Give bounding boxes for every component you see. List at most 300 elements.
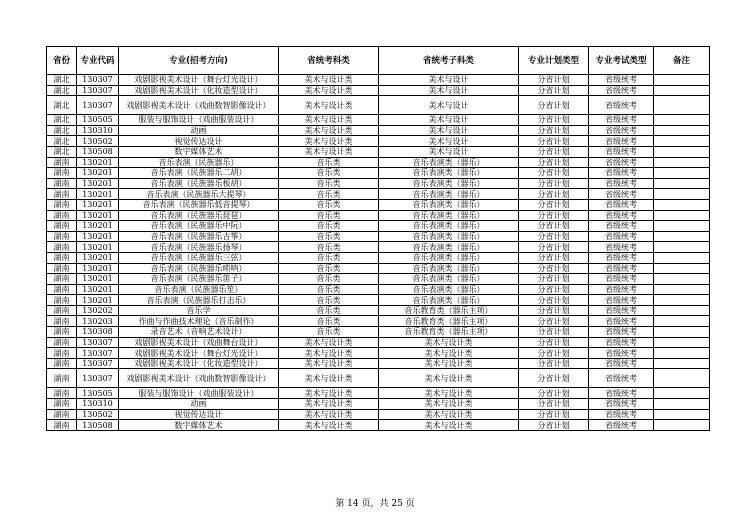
exam-type-cell: 省级统考 bbox=[589, 199, 654, 210]
code-cell: 130505 bbox=[77, 388, 119, 399]
province-cell: 湖南 bbox=[47, 210, 77, 221]
province-cell: 湖南 bbox=[47, 242, 77, 253]
major-cell: 戏剧影视美术设计（化妆造型设计） bbox=[119, 358, 279, 369]
code-cell: 130203 bbox=[77, 316, 119, 327]
exam-type-cell: 省级统考 bbox=[589, 316, 654, 327]
exam-type-cell: 省级统考 bbox=[589, 115, 654, 126]
category-cell: 音乐类 bbox=[279, 263, 379, 274]
plan-type-cell: 分省计划 bbox=[519, 274, 589, 285]
province-cell: 湖南 bbox=[47, 305, 77, 316]
plan-type-cell: 分省计划 bbox=[519, 305, 589, 316]
province-cell: 湖南 bbox=[47, 284, 77, 295]
major-cell: 音乐表演（民族器乐低音提琴） bbox=[119, 199, 279, 210]
remarks-cell bbox=[654, 189, 710, 200]
subcategory-cell: 音乐表演类（器乐） bbox=[379, 199, 519, 210]
table-row bbox=[47, 125, 710, 136]
plan-type-cell: 分省计划 bbox=[519, 157, 589, 168]
code-cell: 130201 bbox=[77, 210, 119, 221]
plan-type-cell: 分省计划 bbox=[519, 210, 589, 221]
category-cell: 美术与设计类 bbox=[279, 96, 379, 115]
plan-type-cell: 分省计划 bbox=[519, 295, 589, 306]
exam-type-cell: 省级统考 bbox=[589, 305, 654, 316]
remarks-cell bbox=[654, 263, 710, 274]
province-cell: 湖南 bbox=[47, 337, 77, 348]
remarks-cell bbox=[654, 85, 710, 96]
subcategory-cell: 音乐表演类（器乐） bbox=[379, 168, 519, 179]
province-cell: 湖南 bbox=[47, 348, 77, 359]
category-cell: 美术与设计类 bbox=[279, 348, 379, 359]
remarks-cell bbox=[654, 316, 710, 327]
code-cell: 130307 bbox=[77, 96, 119, 115]
remarks-cell bbox=[654, 409, 710, 420]
col-header-remarks: 备注 bbox=[654, 47, 710, 75]
table-row bbox=[47, 75, 710, 86]
remarks-cell bbox=[654, 115, 710, 126]
plan-type-cell: 分省计划 bbox=[519, 409, 589, 420]
province-cell: 湖南 bbox=[47, 189, 77, 200]
province-cell: 湖南 bbox=[47, 420, 77, 431]
category-cell: 音乐类 bbox=[279, 199, 379, 210]
code-cell: 130201 bbox=[77, 284, 119, 295]
major-cell: 音乐表演（民族器乐打击乐） bbox=[119, 295, 279, 306]
admissions-plan-table bbox=[46, 46, 710, 431]
remarks-cell bbox=[654, 157, 710, 168]
exam-type-cell: 省级统考 bbox=[589, 221, 654, 232]
exam-type-cell: 省级统考 bbox=[589, 136, 654, 147]
major-cell: 戏剧影视美术设计（戏曲数智影像设计） bbox=[119, 96, 279, 115]
province-cell: 湖北 bbox=[47, 125, 77, 136]
remarks-cell bbox=[654, 242, 710, 253]
category-cell: 美术与设计类 bbox=[279, 409, 379, 420]
plan-type-cell: 分省计划 bbox=[519, 178, 589, 189]
code-cell: 130201 bbox=[77, 252, 119, 263]
plan-type-cell: 分省计划 bbox=[519, 189, 589, 200]
major-cell: 数字媒体艺术 bbox=[119, 420, 279, 431]
plan-type-cell: 分省计划 bbox=[519, 358, 589, 369]
table-row bbox=[47, 348, 710, 359]
remarks-cell bbox=[654, 399, 710, 410]
remarks-cell bbox=[654, 252, 710, 263]
remarks-cell bbox=[654, 210, 710, 221]
category-cell: 音乐类 bbox=[279, 274, 379, 285]
major-cell: 戏剧影视美术设计（舞台灯光设计） bbox=[119, 75, 279, 86]
code-cell: 130201 bbox=[77, 221, 119, 232]
table-row bbox=[47, 358, 710, 369]
subcategory-cell: 美术与设计类 bbox=[379, 409, 519, 420]
exam-type-cell: 省级统考 bbox=[589, 337, 654, 348]
exam-type-cell: 省级统考 bbox=[589, 388, 654, 399]
major-cell: 服装与服饰设计（戏曲服装设计） bbox=[119, 115, 279, 126]
category-cell: 美术与设计类 bbox=[279, 399, 379, 410]
plan-type-cell: 分省计划 bbox=[519, 96, 589, 115]
province-cell: 湖南 bbox=[47, 327, 77, 338]
exam-type-cell: 省级统考 bbox=[589, 369, 654, 388]
category-cell: 美术与设计类 bbox=[279, 358, 379, 369]
province-cell: 湖北 bbox=[47, 85, 77, 96]
subcategory-cell: 音乐教育类（器乐主项） bbox=[379, 327, 519, 338]
code-cell: 130502 bbox=[77, 409, 119, 420]
subcategory-cell: 美术与设计 bbox=[379, 146, 519, 157]
subcategory-cell: 音乐表演类（器乐） bbox=[379, 189, 519, 200]
province-cell: 湖南 bbox=[47, 263, 77, 274]
remarks-cell bbox=[654, 75, 710, 86]
province-cell: 湖南 bbox=[47, 295, 77, 306]
plan-type-cell: 分省计划 bbox=[519, 316, 589, 327]
subcategory-cell: 音乐表演类（器乐） bbox=[379, 295, 519, 306]
province-cell: 湖北 bbox=[47, 146, 77, 157]
table-row bbox=[47, 85, 710, 96]
exam-type-cell: 省级统考 bbox=[589, 327, 654, 338]
major-cell: 音乐学 bbox=[119, 305, 279, 316]
exam-type-cell: 省级统考 bbox=[589, 125, 654, 136]
plan-type-cell: 分省计划 bbox=[519, 221, 589, 232]
category-cell: 美术与设计类 bbox=[279, 388, 379, 399]
major-cell: 音乐表演（民族器乐琵琶） bbox=[119, 210, 279, 221]
code-cell: 130201 bbox=[77, 295, 119, 306]
subcategory-cell: 音乐表演类（器乐） bbox=[379, 221, 519, 232]
major-cell: 服装与服饰设计（戏曲服装设计） bbox=[119, 388, 279, 399]
plan-type-cell: 分省计划 bbox=[519, 85, 589, 96]
major-cell: 音乐表演（民族器乐笛子） bbox=[119, 274, 279, 285]
table-row bbox=[47, 168, 710, 179]
major-cell: 戏剧影视美术设计（戏曲数智影像设计） bbox=[119, 369, 279, 388]
category-cell: 美术与设计类 bbox=[279, 420, 379, 431]
remarks-cell bbox=[654, 305, 710, 316]
remarks-cell bbox=[654, 274, 710, 285]
code-cell: 130201 bbox=[77, 199, 119, 210]
exam-type-cell: 省级统考 bbox=[589, 295, 654, 306]
category-cell: 音乐类 bbox=[279, 327, 379, 338]
subcategory-cell: 音乐表演类（器乐） bbox=[379, 231, 519, 242]
major-cell: 音乐表演（民族器乐板胡） bbox=[119, 178, 279, 189]
code-cell: 130201 bbox=[77, 178, 119, 189]
plan-type-cell: 分省计划 bbox=[519, 337, 589, 348]
subcategory-cell: 美术与设计类 bbox=[379, 420, 519, 431]
table-row bbox=[47, 252, 710, 263]
category-cell: 美术与设计类 bbox=[279, 125, 379, 136]
code-cell: 130307 bbox=[77, 348, 119, 359]
remarks-cell bbox=[654, 295, 710, 306]
category-cell: 音乐类 bbox=[279, 242, 379, 253]
table-row bbox=[47, 96, 710, 115]
col-header-plan-type: 专业计划类型 bbox=[519, 47, 589, 75]
remarks-cell bbox=[654, 221, 710, 232]
col-header-exam-type: 专业考试类型 bbox=[589, 47, 654, 75]
subcategory-cell: 美术与设计 bbox=[379, 96, 519, 115]
category-cell: 美术与设计类 bbox=[279, 369, 379, 388]
table-row bbox=[47, 399, 710, 410]
exam-type-cell: 省级统考 bbox=[589, 210, 654, 221]
subcategory-cell: 音乐教育类（器乐主项） bbox=[379, 305, 519, 316]
major-cell: 音乐表演（民族器乐唢呐） bbox=[119, 263, 279, 274]
remarks-cell bbox=[654, 199, 710, 210]
plan-type-cell: 分省计划 bbox=[519, 242, 589, 253]
plan-type-cell: 分省计划 bbox=[519, 399, 589, 410]
category-cell: 美术与设计类 bbox=[279, 75, 379, 86]
table-row bbox=[47, 295, 710, 306]
province-cell: 湖南 bbox=[47, 399, 77, 410]
province-cell: 湖南 bbox=[47, 157, 77, 168]
remarks-cell bbox=[654, 168, 710, 179]
code-cell: 130505 bbox=[77, 115, 119, 126]
exam-type-cell: 省级统考 bbox=[589, 420, 654, 431]
province-cell: 湖南 bbox=[47, 388, 77, 399]
col-header-province: 省份 bbox=[47, 47, 77, 75]
subcategory-cell: 美术与设计 bbox=[379, 125, 519, 136]
table-row bbox=[47, 178, 710, 189]
subcategory-cell: 美术与设计 bbox=[379, 75, 519, 86]
code-cell: 130201 bbox=[77, 168, 119, 179]
table-row bbox=[47, 157, 710, 168]
category-cell: 音乐类 bbox=[279, 231, 379, 242]
exam-type-cell: 省级统考 bbox=[589, 146, 654, 157]
table-row bbox=[47, 146, 710, 157]
plan-type-cell: 分省计划 bbox=[519, 168, 589, 179]
table-row bbox=[47, 409, 710, 420]
province-cell: 湖北 bbox=[47, 115, 77, 126]
col-header-exam-subcategory: 省统考子科类 bbox=[379, 47, 519, 75]
plan-type-cell: 分省计划 bbox=[519, 388, 589, 399]
table-body bbox=[47, 75, 710, 431]
remarks-cell bbox=[654, 358, 710, 369]
category-cell: 音乐类 bbox=[279, 252, 379, 263]
exam-type-cell: 省级统考 bbox=[589, 284, 654, 295]
major-cell: 动画 bbox=[119, 125, 279, 136]
major-cell: 录音艺术（音响艺术设计） bbox=[119, 327, 279, 338]
major-cell: 作曲与作曲技术理论（音乐制作） bbox=[119, 316, 279, 327]
major-cell: 音乐表演（民族器乐） bbox=[119, 157, 279, 168]
plan-type-cell: 分省计划 bbox=[519, 75, 589, 86]
plan-type-cell: 分省计划 bbox=[519, 284, 589, 295]
category-cell: 音乐类 bbox=[279, 316, 379, 327]
subcategory-cell: 美术与设计类 bbox=[379, 388, 519, 399]
exam-type-cell: 省级统考 bbox=[589, 231, 654, 242]
subcategory-cell: 美术与设计 bbox=[379, 115, 519, 126]
province-cell: 湖南 bbox=[47, 199, 77, 210]
province-cell: 湖北 bbox=[47, 75, 77, 86]
remarks-cell bbox=[654, 178, 710, 189]
table-row bbox=[47, 316, 710, 327]
province-cell: 湖南 bbox=[47, 221, 77, 232]
province-cell: 湖南 bbox=[47, 369, 77, 388]
province-cell: 湖南 bbox=[47, 274, 77, 285]
code-cell: 130201 bbox=[77, 231, 119, 242]
subcategory-cell: 音乐表演类（器乐） bbox=[379, 274, 519, 285]
subcategory-cell: 美术与设计类 bbox=[379, 337, 519, 348]
major-cell: 音乐表演（民族器乐古筝） bbox=[119, 231, 279, 242]
major-cell: 音乐表演（民族器乐二胡） bbox=[119, 168, 279, 179]
code-cell: 130202 bbox=[77, 305, 119, 316]
table-row bbox=[47, 199, 710, 210]
code-cell: 130307 bbox=[77, 75, 119, 86]
subcategory-cell: 音乐表演类（器乐） bbox=[379, 263, 519, 274]
col-header-major: 专业(招考方向) bbox=[119, 47, 279, 75]
remarks-cell bbox=[654, 146, 710, 157]
code-cell: 130307 bbox=[77, 337, 119, 348]
col-header-exam-category: 省统考科类 bbox=[279, 47, 379, 75]
code-cell: 130310 bbox=[77, 125, 119, 136]
remarks-cell bbox=[654, 125, 710, 136]
code-cell: 130307 bbox=[77, 85, 119, 96]
major-cell: 视觉传达设计 bbox=[119, 409, 279, 420]
table-row bbox=[47, 263, 710, 274]
category-cell: 美术与设计类 bbox=[279, 337, 379, 348]
plan-type-cell: 分省计划 bbox=[519, 327, 589, 338]
code-cell: 130502 bbox=[77, 136, 119, 147]
major-cell: 音乐表演（民族器乐大提琴） bbox=[119, 189, 279, 200]
subcategory-cell: 美术与设计类 bbox=[379, 348, 519, 359]
plan-type-cell: 分省计划 bbox=[519, 369, 589, 388]
code-cell: 130307 bbox=[77, 358, 119, 369]
subcategory-cell: 音乐教育类（器乐主项） bbox=[379, 316, 519, 327]
subcategory-cell: 音乐表演类（器乐） bbox=[379, 242, 519, 253]
subcategory-cell: 音乐表演类（器乐） bbox=[379, 157, 519, 168]
category-cell: 音乐类 bbox=[279, 168, 379, 179]
exam-type-cell: 省级统考 bbox=[589, 168, 654, 179]
category-cell: 音乐类 bbox=[279, 210, 379, 221]
table-row bbox=[47, 420, 710, 431]
table-row bbox=[47, 221, 710, 232]
code-cell: 130201 bbox=[77, 263, 119, 274]
plan-type-cell: 分省计划 bbox=[519, 348, 589, 359]
exam-type-cell: 省级统考 bbox=[589, 399, 654, 410]
exam-type-cell: 省级统考 bbox=[589, 348, 654, 359]
province-cell: 湖南 bbox=[47, 252, 77, 263]
exam-type-cell: 省级统考 bbox=[589, 242, 654, 253]
plan-type-cell: 分省计划 bbox=[519, 263, 589, 274]
remarks-cell bbox=[654, 420, 710, 431]
plan-type-cell: 分省计划 bbox=[519, 136, 589, 147]
major-cell: 数字媒体艺术 bbox=[119, 146, 279, 157]
plan-type-cell: 分省计划 bbox=[519, 199, 589, 210]
province-cell: 湖南 bbox=[47, 168, 77, 179]
remarks-cell bbox=[654, 136, 710, 147]
exam-type-cell: 省级统考 bbox=[589, 75, 654, 86]
category-cell: 美术与设计类 bbox=[279, 136, 379, 147]
table-row bbox=[47, 115, 710, 126]
major-cell: 戏剧影视美术设计（戏曲舞台设计） bbox=[119, 337, 279, 348]
table-row bbox=[47, 305, 710, 316]
exam-type-cell: 省级统考 bbox=[589, 157, 654, 168]
subcategory-cell: 音乐表演类（器乐） bbox=[379, 252, 519, 263]
table-row bbox=[47, 337, 710, 348]
major-cell: 音乐表演（民族器乐中阮） bbox=[119, 221, 279, 232]
plan-type-cell: 分省计划 bbox=[519, 231, 589, 242]
major-cell: 戏剧影视美术设计（化妆造型设计） bbox=[119, 85, 279, 96]
table-row bbox=[47, 369, 710, 388]
code-cell: 130508 bbox=[77, 146, 119, 157]
plan-type-cell: 分省计划 bbox=[519, 252, 589, 263]
subcategory-cell: 美术与设计类 bbox=[379, 369, 519, 388]
remarks-cell bbox=[654, 337, 710, 348]
remarks-cell bbox=[654, 231, 710, 242]
major-cell: 音乐表演（民族器乐扬琴） bbox=[119, 242, 279, 253]
province-cell: 湖南 bbox=[47, 358, 77, 369]
exam-type-cell: 省级统考 bbox=[589, 252, 654, 263]
exam-type-cell: 省级统考 bbox=[589, 274, 654, 285]
plan-type-cell: 分省计划 bbox=[519, 146, 589, 157]
category-cell: 音乐类 bbox=[279, 178, 379, 189]
exam-type-cell: 省级统考 bbox=[589, 189, 654, 200]
subcategory-cell: 美术与设计类 bbox=[379, 399, 519, 410]
exam-type-cell: 省级统考 bbox=[589, 263, 654, 274]
category-cell: 美术与设计类 bbox=[279, 85, 379, 96]
table-row bbox=[47, 388, 710, 399]
code-cell: 130308 bbox=[77, 327, 119, 338]
major-cell: 视觉传达设计 bbox=[119, 136, 279, 147]
code-cell: 130310 bbox=[77, 399, 119, 410]
category-cell: 美术与设计类 bbox=[279, 115, 379, 126]
code-cell: 130307 bbox=[77, 369, 119, 388]
plan-type-cell: 分省计划 bbox=[519, 125, 589, 136]
table-header-row bbox=[47, 47, 710, 75]
category-cell: 美术与设计类 bbox=[279, 146, 379, 157]
remarks-cell bbox=[654, 348, 710, 359]
category-cell: 音乐类 bbox=[279, 189, 379, 200]
province-cell: 湖北 bbox=[47, 96, 77, 115]
col-header-major-code: 专业代码 bbox=[77, 47, 119, 75]
code-cell: 130201 bbox=[77, 242, 119, 253]
province-cell: 湖南 bbox=[47, 231, 77, 242]
category-cell: 音乐类 bbox=[279, 295, 379, 306]
province-cell: 湖南 bbox=[47, 178, 77, 189]
major-cell: 戏剧影视美术设计（舞台灯光设计） bbox=[119, 348, 279, 359]
code-cell: 130201 bbox=[77, 189, 119, 200]
table-row bbox=[47, 189, 710, 200]
table-row bbox=[47, 242, 710, 253]
province-cell: 湖南 bbox=[47, 316, 77, 327]
table-row bbox=[47, 136, 710, 147]
subcategory-cell: 美术与设计类 bbox=[379, 358, 519, 369]
province-cell: 湖南 bbox=[47, 409, 77, 420]
major-cell: 音乐表演（民族器乐三弦） bbox=[119, 252, 279, 263]
remarks-cell bbox=[654, 327, 710, 338]
code-cell: 130508 bbox=[77, 420, 119, 431]
exam-type-cell: 省级统考 bbox=[589, 358, 654, 369]
plan-type-cell: 分省计划 bbox=[519, 420, 589, 431]
subcategory-cell: 音乐表演类（器乐） bbox=[379, 210, 519, 221]
code-cell: 130201 bbox=[77, 274, 119, 285]
remarks-cell bbox=[654, 96, 710, 115]
remarks-cell bbox=[654, 388, 710, 399]
province-cell: 湖北 bbox=[47, 136, 77, 147]
category-cell: 音乐类 bbox=[279, 157, 379, 168]
subcategory-cell: 音乐表演类（器乐） bbox=[379, 284, 519, 295]
major-cell: 音乐表演（民族器乐笙） bbox=[119, 284, 279, 295]
remarks-cell bbox=[654, 284, 710, 295]
major-cell: 动画 bbox=[119, 399, 279, 410]
table-row bbox=[47, 231, 710, 242]
table-row bbox=[47, 327, 710, 338]
subcategory-cell: 美术与设计 bbox=[379, 136, 519, 147]
category-cell: 音乐类 bbox=[279, 221, 379, 232]
page-footer: 第 14 页，共 25 页 bbox=[335, 499, 415, 509]
exam-type-cell: 省级统考 bbox=[589, 96, 654, 115]
subcategory-cell: 音乐表演类（器乐） bbox=[379, 178, 519, 189]
subcategory-cell: 美术与设计 bbox=[379, 85, 519, 96]
category-cell: 音乐类 bbox=[279, 305, 379, 316]
exam-type-cell: 省级统考 bbox=[589, 409, 654, 420]
table-row bbox=[47, 210, 710, 221]
code-cell: 130201 bbox=[77, 157, 119, 168]
table-row bbox=[47, 284, 710, 295]
exam-type-cell: 省级统考 bbox=[589, 178, 654, 189]
table-row bbox=[47, 274, 710, 285]
category-cell: 音乐类 bbox=[279, 284, 379, 295]
exam-type-cell: 省级统考 bbox=[589, 85, 654, 96]
plan-type-cell: 分省计划 bbox=[519, 115, 589, 126]
remarks-cell bbox=[654, 369, 710, 388]
